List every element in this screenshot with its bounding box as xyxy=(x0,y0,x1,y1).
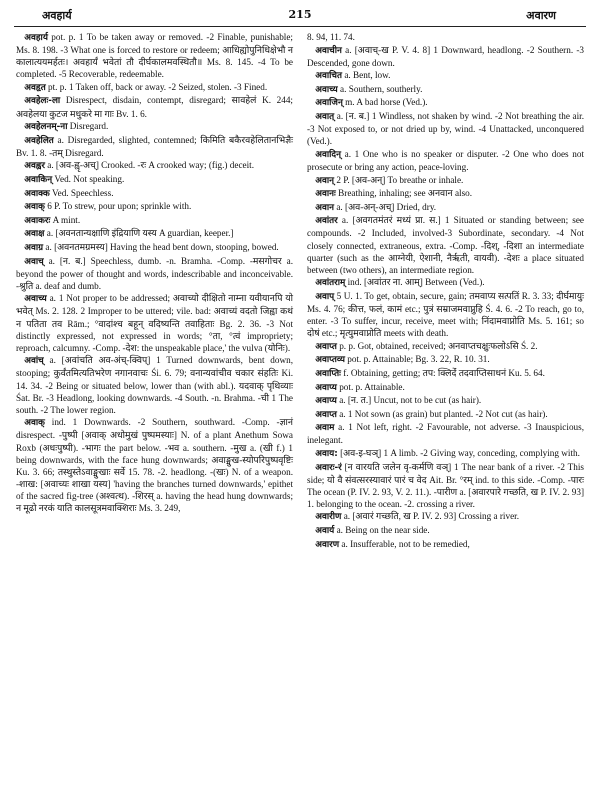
dictionary-entry xyxy=(307,447,584,460)
entry-definition: a. 1 Not sown (as grain) but planted. -2 Not cut (as hair). xyxy=(336,408,548,419)
entry-definition: f. Obtaining, getting; तप: क्लिदेंं तदवाप्तिसाधनं Ku. 5. 64. xyxy=(340,367,545,378)
entry-definition: 6 P. To strew, pour upon; sprinkle with. xyxy=(44,201,192,212)
dictionary-entry xyxy=(307,148,584,173)
entry-headword: अवह्वर xyxy=(24,161,45,172)
entry-headword: अवहेलनम्-ना xyxy=(24,122,68,133)
entry-headword: अवाप् xyxy=(315,291,335,302)
entry-headword: अवांच् xyxy=(24,356,44,367)
entry-definition: a. [अवनतान्यक्षाणि इंद्रियाणि यस्य A guardian, keeper.] xyxy=(44,228,234,239)
entry-headword: अवाप्य xyxy=(315,382,337,393)
dictionary-entry xyxy=(16,214,293,227)
dictionary-entry xyxy=(16,200,293,213)
entry-definition: ind. 1 Downwards. -2 Southern, southward. -Comp. -ज्ञानं disrespect. -पुष्पी [अवाक् अधोमुखं पुष्पमस्याः] N. of a plant Anethum Sowa Roxb (अधःपुष्पी). -भागः the part below. -भव a. southern. -मुख a. (खी f.) 1 being downwards, with the face hung downwards; अवाङ्मुख-स्योपरिपुष्पवृष्टिः Ku. 3. 66; तस्थुस्तेऽवाङ्मुखाः सर्वे 15. 78. -2. headlong. -(खः) N. of a weapon. -शाख: [अवाच्यः शाखा यस्य] 'having the branches turned downwards,' epithet of the sacred fig-tree (अश्वत्थ). -शिरस् a. having the head hung downwards; न मूढो नरकं याति कालसूत्रमवाक्शिराः Ms. 3. 249, xyxy=(16,417,293,513)
header-last-word: अवारण xyxy=(526,9,556,22)
entry-headword: अवहेलित xyxy=(24,135,54,146)
entry-headword: अवाकिन् xyxy=(24,175,53,186)
entry-definition: a. [न. ब.] Speechless, dumb. -n. Bramha. -Comp. -मसगोचर a. beyond the power of thought and words, indescribable and inconceivable. -श्रुति a. deaf and dumb. xyxy=(16,255,293,291)
entry-definition: pot. p. Attainable; Bg. 3. 22, R. 10. 31. xyxy=(345,354,490,365)
dictionary-entry xyxy=(307,524,584,537)
entry-headword: अवाच् xyxy=(24,256,44,267)
entry-definition: a. [अव-अन्-अच्] Dried, dry. xyxy=(334,201,437,212)
dictionary-entry xyxy=(307,201,584,214)
entry-definition: p. p. Got, obtained, received; अनवाप्तचक्षुःफलोऽसि Ś. 2. xyxy=(336,340,538,351)
entry-headword: अवाचित xyxy=(315,71,343,82)
dictionary-entry xyxy=(16,354,293,415)
entry-headword: अवान xyxy=(315,202,335,213)
dictionary-entry xyxy=(16,255,293,292)
entry-definition: a. Disregarded, slighted, contemned; किमिति बकैरवहेलितानभिज्ञैः Bv. 1. 8. -तम् Disregard. xyxy=(16,134,293,158)
dictionary-entry xyxy=(307,174,584,187)
dictionary-entry xyxy=(307,276,584,289)
dictionary-entry xyxy=(307,69,584,82)
dictionary-entry xyxy=(16,134,293,159)
dictionary-entry xyxy=(307,110,584,147)
dictionary-entry xyxy=(16,31,293,80)
entry-headword: अवाप्य xyxy=(315,396,337,407)
dictionary-entry xyxy=(307,83,584,96)
entry-headword: अवाप्तव्य xyxy=(315,355,345,366)
dictionary-entry xyxy=(16,292,293,353)
columns xyxy=(10,31,590,551)
entry-definition: [अव-इ-घञ्] 1 A limb. -2 Giving way, conceding, complying with. xyxy=(337,448,580,458)
entry-headword: अवान् xyxy=(315,175,335,186)
entry-definition: 2 P. [अव-अन्] To breathe or inhale. xyxy=(334,174,464,185)
dictionary-entry xyxy=(307,96,584,109)
entry-definition: a. [अवारं गच्छति, ख P. IV. 2. 93] Crossing a river. xyxy=(341,511,520,522)
left-column xyxy=(16,31,293,551)
entry-headword: अवहेलः-ला xyxy=(24,96,61,107)
entry-definition: [न वारयति जलेन वृ-कर्मणि वञ्] 1 The near bank of a river. -2 This side; यो वै संवत्सरस्यावारं पारं च वेद Ait. Br. °रम् ind. to this side. -Comp. -पारः The ocean (P. IV. 2. 93, V. 2. 11.). -पारीण a. [अवारपारे गच्छति, ख P. IV. 2. 93] 1. belonging to the ocean. -2. crossing a river. xyxy=(307,461,584,509)
entry-headword: अवाक् xyxy=(24,418,45,429)
entry-headword: अवाम xyxy=(315,423,335,434)
entry-definition: a. Bent, low. xyxy=(342,70,391,81)
dictionary-entry xyxy=(307,44,584,69)
dictionary-entry xyxy=(16,81,293,94)
entry-definition: a. 1 One who is no speaker or disputer. -2 One who does not prosecute or bring any action, peace-loving. xyxy=(307,148,584,172)
entry-headword: अवार्य xyxy=(315,526,335,537)
entry-headword: अवहार्य xyxy=(24,33,48,43)
dictionary-entry xyxy=(16,227,293,240)
entry-definition: 8. 94, 11. 74. xyxy=(307,32,355,42)
entry-definition: a. [अवाच्-ख P. V. 4. 8] 1 Downward, headlong. -2 Southern. -3 Descended, gone down. xyxy=(307,44,584,68)
entry-definition: A mint. xyxy=(50,214,81,225)
dictionary-entry xyxy=(16,241,293,254)
entry-definition: ind. [अवांतर ना. आम्] Between (Ved.). xyxy=(345,277,485,288)
entry-headword: अवानः xyxy=(315,189,336,200)
dictionary-entry xyxy=(16,120,293,133)
entry-headword: अवाक् xyxy=(24,202,45,213)
entry-headword: अवाप्तिः xyxy=(315,368,341,379)
entry-definition: a. [अवांचति अव-अंच्-क्विप्] 1 Turned downwards, bent down, stooping; कुर्वंतमित्यतिभरेण नगानवाचः Śi. 6. 79; वनान्यवांचीव चकार संहतिः Ki. 14. 34. -2 Being or situated below, lower than (with abl.). यदवाक् पृथिव्याः Śat. Br. -3 Headlong, looking downwards. -4 South. -n. Brahma. -ची 1 The south. -2 The lower region. xyxy=(16,355,293,415)
dictionary-entry xyxy=(307,214,584,275)
entry-headword: अवाच्य xyxy=(24,294,47,305)
entry-definition: Disrespect, disdain, contempt, disregard; सावहेलं K. 244; अवहेलया कुटज मधुकरे मा गाः Bv. 1. 6. xyxy=(16,95,293,119)
dictionary-entry xyxy=(16,416,293,514)
dictionary-entry xyxy=(307,367,584,380)
entry-definition: pot. p. Attainable. xyxy=(336,381,405,392)
entry-definition: a. Insufferable, not to be remedied, xyxy=(339,538,470,549)
entry-definition: Breathing, inhaling; see अनवान also. xyxy=(335,188,473,199)
dictionary-entry xyxy=(16,159,293,172)
header-rule xyxy=(14,26,586,27)
entry-definition: a. [अवनतमग्रमस्य] Having the head bent down, stooping, bowed. xyxy=(43,242,279,252)
header-first-word: अवहार्य xyxy=(42,9,72,22)
entry-headword: अवादिन् xyxy=(315,149,341,160)
entry-definition: a. [न. ब.] 1 Windless, not shaken by wind. -2 Not breathing the air. -3 Not exposed to, or not dried up by, wind. -4 Unattacked, unconquered (Ved.). xyxy=(307,111,584,147)
entry-definition: a. Southern, southerly. xyxy=(337,83,423,94)
dictionary-entry xyxy=(307,408,584,421)
entry-definition: Ved. Speechless. xyxy=(49,187,114,198)
dictionary-entry xyxy=(307,187,584,200)
page-header xyxy=(10,6,590,24)
entry-headword: अवात् xyxy=(315,112,335,123)
entry-headword: अवाकरः xyxy=(24,215,51,226)
entry-definition: a. [अवगतमंतरं मध्यं प्रा. स.] 1 Situated or standing between; see compounds. -2 Included, involved-3 Subordinate, secondary. -4 Not closely connected, extraneous, extra. -Comp. -दिश्, -दिशा an intermediate quarter (such as the आग्नेयी, ऐशानी, नैर्ऋती, वायवी). -देशः a place situated between (two others), an intermediate region. xyxy=(307,215,584,275)
entry-headword: अवाय: xyxy=(315,449,338,459)
entry-definition: pt. p. 1 Taken off, back or away. -2 Seized, stolen. -3 Fined. xyxy=(45,81,268,92)
dictionary-entry xyxy=(16,173,293,186)
dictionary-entry xyxy=(16,187,293,200)
entry-definition: a. 1 Not left, right. -2 Favourable, not adverse. -3 Inauspicious, inelegant. xyxy=(307,422,584,446)
entry-definition: a. [न. त.] Uncut, not to be cut (as hair). xyxy=(336,395,482,406)
dictionary-entry xyxy=(307,340,584,353)
entry-definition: 5 U. 1. To get, obtain, secure, gain; तमवाप्य सत्पतिं R. 3. 33; दीर्घमायुः Ms. 4. 76; कीत्त, फलं, कामं etc.; पुत्रं सम्राजमवाप्नुहि Ś. 4. 6. -2 To reach, go to, enter. -3 To suffer, incur, receive, meet with; निंदामवाप्नोति Ms. 5. 161; so दोषं etc.; मृत्युमवाप्नोति meets with death. xyxy=(307,290,584,339)
entry-headword: अवाप्त xyxy=(315,341,337,352)
right-column xyxy=(307,31,584,551)
entry-headword: अवाच्य xyxy=(315,84,338,95)
entry-definition: a. Being on the near side. xyxy=(334,525,430,536)
entry-definition: m. A bad horse (Ved.). xyxy=(342,97,428,108)
entry-headword: अवाजिन् xyxy=(315,98,343,109)
entry-headword: अवहृत xyxy=(24,82,46,93)
dictionary-entry xyxy=(307,538,584,551)
entry-definition: a. 1 Not proper to be addressed; अवाच्यो दीक्षितो नाम्ना यवीयानपि यो भवेत् Ms. 2. 128. 2 Improper to be uttered; vile. bad: अवाच्यं वदतो जिह्वा कथं न पतिता तव Rām.; °वादांश्च बहून् वदिष्यन्ति तवाहिताः Bg. 2. 36. -3 Not distinctly expressed, not expressed in words; °ता, °त्वं impropriety; reproach, calcumny. -Comp. -देश: the unspeakable place,' the vulva (योनिः). xyxy=(16,293,293,353)
entry-headword: अवारः-रं xyxy=(315,462,342,473)
entry-headword: अवांतराम् xyxy=(315,278,346,289)
entry-headword: अवाक्क xyxy=(24,188,50,199)
dictionary-entry xyxy=(307,394,584,407)
dictionary-entry xyxy=(16,94,293,119)
page-number: 215 xyxy=(288,8,312,21)
entry-headword: अवाग्र xyxy=(24,243,44,253)
dictionary-entry xyxy=(307,31,584,43)
entry-headword: अवाप्त xyxy=(315,409,337,420)
dictionary-entry xyxy=(307,510,584,523)
dictionary-entry xyxy=(307,353,584,366)
entry-headword: अवारीण xyxy=(315,512,342,523)
entry-definition: Disregard. xyxy=(67,121,109,132)
dictionary-entry xyxy=(307,381,584,394)
entry-definition: a. [अव-ह्वृ-अच्] Crooked. -रः A crooked way; (fig.) deceit. xyxy=(44,160,254,171)
entry-headword: अवांतर xyxy=(315,216,338,227)
entry-definition: pot. p. 1 To be taken away or removed. -2 Finable, punishable; Ms. 8. 198. -3 What one is forced to restore or redeem; आधिह्योपुनिधिक्षेभौ न कालात्ययमर्हतः। अवहार्यं भवेतां तौ दीर्घकालमवस्थितौ॥ Ms. 8. 145. -4 To be completed. -5 Recoverable, redeemable. xyxy=(16,32,293,80)
dictionary-entry xyxy=(307,421,584,446)
entry-headword: अवारण xyxy=(315,539,340,550)
dictionary-entry xyxy=(307,461,584,510)
entry-headword: अवाक्ष xyxy=(24,229,45,240)
entry-headword: अवाचीन xyxy=(315,45,342,56)
entry-definition: Ved. Not speaking. xyxy=(52,174,125,185)
dictionary-entry xyxy=(307,290,584,339)
